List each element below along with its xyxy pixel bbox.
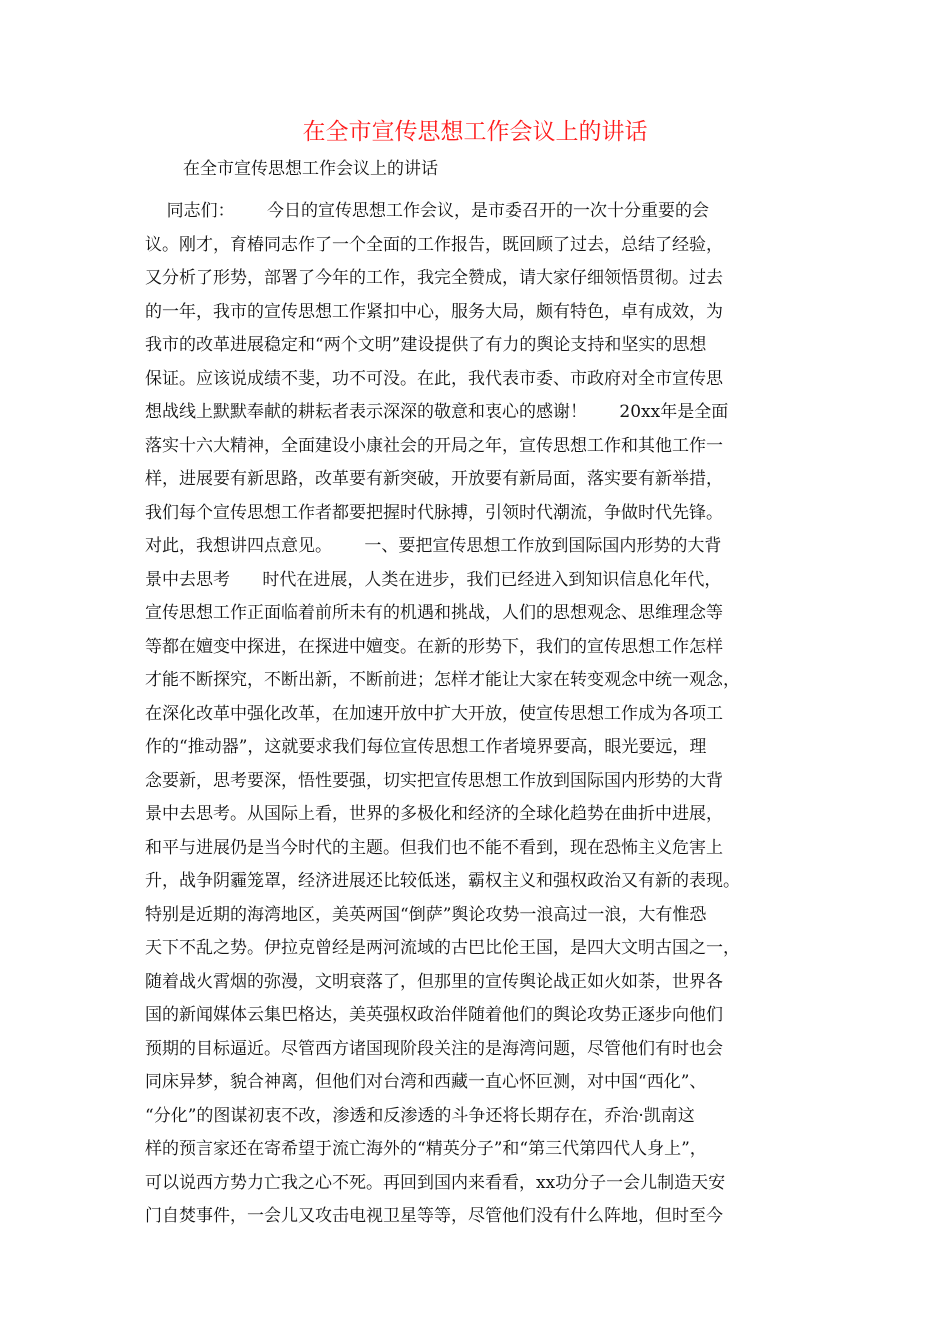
body-text-line: 念要新，思考要深，悟性要强，切实把宣传思想工作放到国际国内形势的大背 bbox=[145, 770, 723, 791]
body-text-line: 我们每个宣传思想工作者都要把握时代脉搏，引领时代潮流，争做时代先锋。 bbox=[145, 502, 723, 523]
body-text-line: 我市的改革进展稳定和“两个文明”建设提供了有力的舆论支持和坚实的思想 bbox=[145, 335, 707, 355]
document-subtitle: 在全市宣传思想工作会议上的讲话 bbox=[183, 159, 438, 179]
body-text-line: 同床异梦，貌合神离，但他们对台湾和西藏一直心怀叵测，对中国“西化”、 bbox=[145, 1072, 707, 1092]
body-text-line: 宣传思想工作正面临着前所未有的机遇和挑战，人们的思想观念、思维理念等 bbox=[145, 603, 723, 623]
body-text-line: 作的“推动器”，这就要求我们每位宣传思想工作者境界要高，眼光要远，理 bbox=[145, 737, 707, 757]
body-text-line: 的一年，我市的宣传思想工作紧扣中心，服务大局，颇有特色，卓有成效，为 bbox=[145, 301, 723, 322]
document-body bbox=[145, 195, 815, 1234]
body-text-line: 门自焚事件，一会儿又攻击电视卫星等等，尽管他们没有什么阵地，但时至今 bbox=[145, 1206, 723, 1226]
body-text-line: 才能不断探究，不断出新，不断前进；怎样才能让大家在转变观念中统一观念， bbox=[145, 670, 740, 690]
body-text-line: 等都在嬗变中探进，在探进中嬗变。在新的形势下，我们的宣传思想工作怎样 bbox=[145, 636, 723, 657]
body-text-line: 保证。应该说成绩不斐，功不可没。在此，我代表市委、市政府对全市宣传思 bbox=[145, 368, 723, 389]
body-text-line: 样，进展要有新思路，改革要有新突破，开放要有新局面，落实要有新举措， bbox=[145, 469, 723, 489]
body-text-line: 升，战争阴霾笼罩，经济进展还比较低迷，霸权主义和强权政治又有新的表现。 bbox=[145, 871, 740, 891]
body-text-line: 同志们： 今日的宣传思想工作会议，是市委召开的一次十分重要的会 bbox=[145, 201, 710, 221]
body-text-line: 景中去思考。从国际上看，世界的多极化和经济的全球化趋势在曲折中进展， bbox=[145, 804, 723, 824]
document-title: 在全市宣传思想工作会议上的讲话 bbox=[302, 119, 648, 145]
body-text-line: 又分析了形势，部署了今年的工作，我完全赞成，请大家仔细领悟贯彻。过去 bbox=[145, 268, 723, 288]
body-text-line: 落实十六大精神，全面建设小康社会的开局之年，宣传思想工作和其他工作一 bbox=[145, 435, 723, 456]
body-text-line: 在深化改革中强化改革，在加速开放中扩大开放，使宣传思想工作成为各项工 bbox=[145, 703, 723, 724]
body-text-line: 样的预言家还在寄希望于流亡海外的“精英分子”和“第三代第四代人身上”， bbox=[145, 1139, 707, 1159]
body-text-line: “分化”的图谋初衷不改，渗透和反渗透的斗争还将长期存在，乔治·凯南这 bbox=[145, 1105, 695, 1126]
body-text-line: 想战线上默默奉献的耕耘者表示深深的敬意和衷心的感谢！ 20xx年是全面 bbox=[145, 402, 729, 422]
body-text-line: 对此，我想讲四点意见。 一、要把宣传思想工作放到国际国内形势的大背 bbox=[145, 536, 722, 556]
body-text-line: 议。刚才，育椿同志作了一个全面的工作报告，既回顾了过去，总结了经验， bbox=[145, 234, 723, 255]
body-text-line: 天下不乱之势。伊拉克曾经是两河流域的古巴比伦王国，是四大文明古国之一， bbox=[145, 938, 740, 958]
body-text-line: 国的新闻媒体云集巴格达，美英强权政治伴随着他们的舆论攻势正逐步向他们 bbox=[145, 1005, 723, 1025]
body-text-line: 景中去思考 时代在进展，人类在进步，我们已经进入到知识信息化年代， bbox=[145, 569, 722, 590]
body-text-line: 随着战火霄烟的弥漫，文明衰落了，但那里的宣传舆论战正如火如荼，世界各 bbox=[145, 971, 723, 992]
body-text-line: 可以说西方势力亡我之心不死。再回到国内来看看，xx功分子一会儿制造天安 bbox=[145, 1172, 726, 1193]
body-text-line: 预期的目标逼近。尽管西方诸国现阶段关注的是海湾问题，尽管他们有时也会 bbox=[145, 1038, 723, 1059]
body-text-line: 特别是近期的海湾地区，美英两国“倒萨”舆论攻势一浪高过一浪，大有惟恐 bbox=[145, 904, 707, 925]
body-text-line: 和平与进展仍是当今时代的主题。但我们也不能不看到，现在恐怖主义危害上 bbox=[145, 837, 723, 858]
